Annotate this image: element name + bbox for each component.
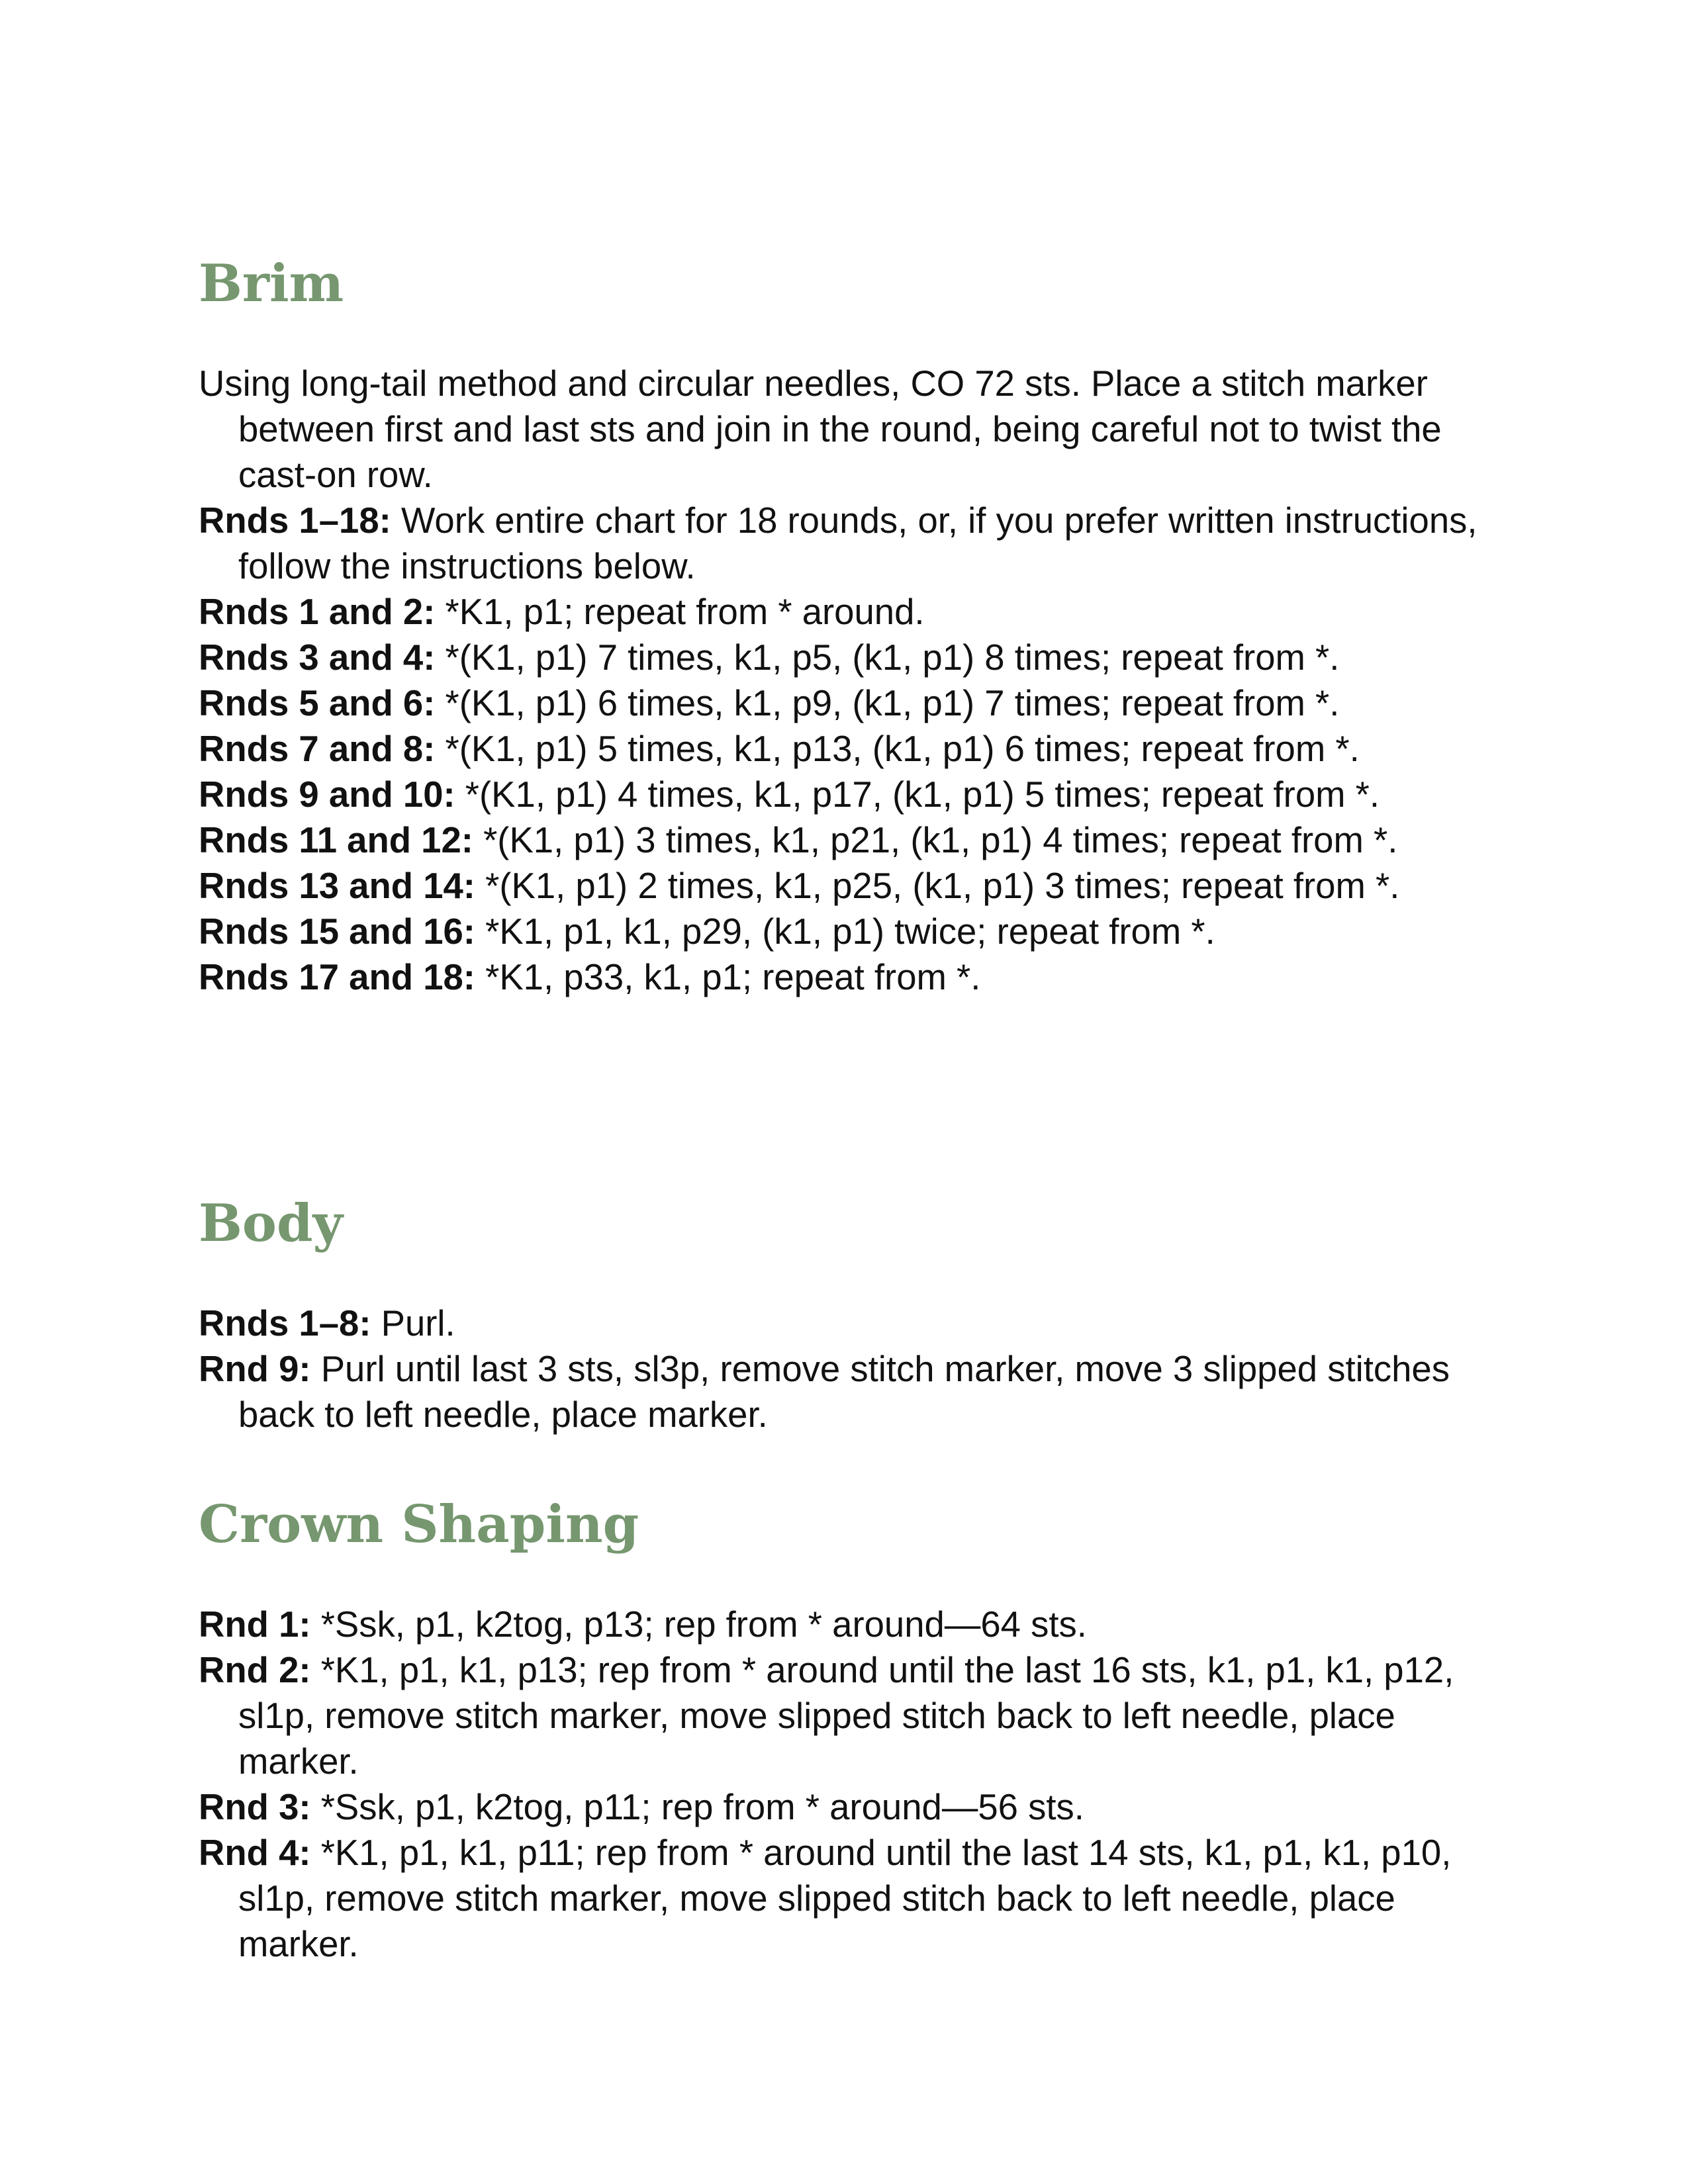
brim-row [199,498,1523,589]
row-text: *K1, p33, k1, p1; repeat from *. [475,957,981,997]
body-heading: Body [199,1193,343,1253]
row-text: *K1, p1, k1, p29, (k1, p1) twice; repeat from *. [475,911,1215,952]
body-row [199,1300,1523,1346]
crown-section [199,1494,1523,1555]
brim-heading: Brim [199,253,344,314]
row-text: *(K1, p1) 6 times, k1, p9, (k1, p1) 7 times; repeat from *. [435,683,1340,723]
row-label: Rnds 1 and 2: [199,592,436,632]
brim-section [199,253,1523,314]
row-text: *Ssk, p1, k2tog, p11; rep from * around—56 sts. [310,1787,1084,1827]
row-label: Rnd 9: [199,1349,311,1389]
row-label: Rnds 1–8: [199,1303,371,1343]
row-label: Rnd 3: [199,1787,311,1827]
brim-row [199,589,1523,635]
brim-row [199,863,1523,909]
row-text: *K1, p1; repeat from * around. [435,592,925,632]
row-text: *K1, p1, k1, p11; rep from * around until the last 14 sts, k1, p1, k1, p10, sl1p, remove stitch marker, move slipped stitch back to left needle, place marker. [238,1833,1452,1964]
row-label: Rnds 7 and 8: [199,729,436,769]
crown-row [199,1602,1523,1647]
row-text: Purl. [371,1303,455,1343]
row-text: *K1, p1, k1, p13; rep from * around until the last 16 sts, k1, p1, k1, p12, sl1p, remove stitch marker, move slipped stitch back to left needle, place marker. [238,1650,1454,1782]
crown-row [199,1784,1523,1830]
brim-row [199,909,1523,954]
row-label: Rnds 3 and 4: [199,637,436,678]
row-label: Rnd 4: [199,1833,311,1873]
row-text: *(K1, p1) 5 times, k1, p13, (k1, p1) 6 times; repeat from *. [435,729,1360,769]
brim-row [199,772,1523,817]
row-label: Rnds 15 and 16: [199,911,475,952]
crown-row [199,1830,1523,1967]
row-label: Rnd 2: [199,1650,311,1690]
brim-row [199,954,1523,1000]
row-label: Rnds 1–18: [199,500,391,541]
row-text: *Ssk, p1, k2tog, p13; rep from * around—64 sts. [310,1604,1087,1645]
row-label: Rnds 11 and 12: [199,820,473,860]
brim-row [199,817,1523,863]
crown-row [199,1647,1523,1784]
row-label: Rnds 17 and 18: [199,957,475,997]
brim-instructions [199,361,1523,1000]
row-text: *(K1, p1) 4 times, k1, p17, (k1, p1) 5 times; repeat from *. [455,774,1380,815]
brim-row [199,726,1523,772]
body-section [199,1193,1523,1253]
crown-instructions [199,1602,1523,1967]
crown-heading: Crown Shaping [199,1494,639,1555]
row-text: Purl until last 3 sts, sl3p, remove stitch marker, move 3 slipped stitches back to left needle, place marker. [238,1349,1450,1435]
body-instructions [199,1300,1523,1437]
row-text: *(K1, p1) 3 times, k1, p21, (k1, p1) 4 times; repeat from *. [473,820,1398,860]
row-text: *(K1, p1) 2 times, k1, p25, (k1, p1) 3 times; repeat from *. [475,866,1400,906]
row-text: *(K1, p1) 7 times, k1, p5, (k1, p1) 8 times; repeat from *. [435,637,1340,678]
row-text: Work entire chart for 18 rounds, or, if you prefer written instructions, follow the instructions below. [238,500,1477,586]
body-row [199,1346,1523,1437]
row-label: Rnds 9 and 10: [199,774,455,815]
brim-intro: Using long-tail method and circular needles, CO 72 sts. Place a stitch marker between first and last sts and join in the round, being careful not to twist the cast-on row. [199,363,1442,495]
row-label: Rnd 1: [199,1604,311,1645]
brim-row [199,680,1523,726]
brim-row [199,635,1523,680]
row-label: Rnds 5 and 6: [199,683,436,723]
row-label: Rnds 13 and 14: [199,866,475,906]
